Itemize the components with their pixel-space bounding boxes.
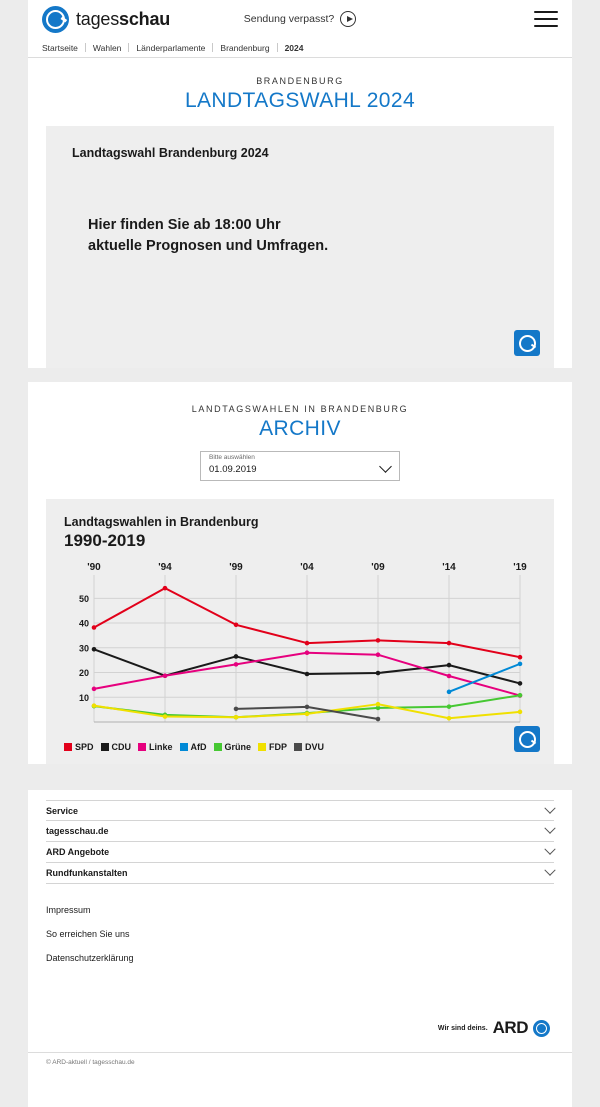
footer-link-impressum[interactable]: Impressum <box>46 905 91 916</box>
archive-chart-card <box>46 499 554 764</box>
legend-swatch-icon <box>294 743 302 751</box>
logo-word-bold: schau <box>119 8 171 29</box>
footer-accordion-service[interactable] <box>46 800 554 821</box>
site-frame <box>28 0 572 1107</box>
section-gap <box>28 368 572 382</box>
legend-item-dvu <box>294 742 324 752</box>
footer-link-list <box>46 884 554 970</box>
teaser-content <box>46 126 554 368</box>
footer-link-kontakt[interactable]: So erreichen Sie uns <box>46 929 130 940</box>
breadcrumb-item-2024[interactable]: 2024 <box>284 42 304 53</box>
footer-accordion-label: tagesschau.de <box>46 826 109 837</box>
svg-text:'99: '99 <box>229 562 243 574</box>
teaser-message-line2: aktuelle Prognosen und Umfragen. <box>88 237 329 254</box>
breadcrumb-item-brandenburg[interactable]: Brandenburg <box>220 42 270 53</box>
archive-kicker: LANDTAGSWAHLEN IN BRANDENBURG <box>191 404 409 415</box>
teaser-message <box>72 215 528 256</box>
footer-accordion-tagesschau[interactable] <box>46 821 554 842</box>
ard-branding <box>46 970 554 1052</box>
archive-title: ARCHIV <box>259 417 341 441</box>
tagesschau-badge-icon <box>514 726 540 752</box>
legend-item-afd <box>180 742 207 752</box>
chevron-down-icon[interactable] <box>544 865 555 876</box>
hamburger-menu-icon[interactable] <box>534 11 558 27</box>
logo-word-light: tages <box>76 8 120 29</box>
legend-label: DVU <box>305 742 325 753</box>
legend-label: Grüne <box>224 742 252 753</box>
svg-text:40: 40 <box>78 618 89 629</box>
page-title: LANDTAGSWAHL 2024 <box>184 89 416 112</box>
svg-text:'04: '04 <box>300 562 314 574</box>
legend-swatch-icon <box>101 743 109 751</box>
chart-legend <box>64 742 536 752</box>
missed-broadcast-label[interactable]: Sendung verpasst? <box>243 13 335 25</box>
svg-text:30: 30 <box>78 643 89 654</box>
legend-item-cdu <box>101 742 132 752</box>
breadcrumb-item-laenderparlamente[interactable]: Länderparlamente <box>136 42 206 53</box>
footer-accordion-label: Rundfunkanstalten <box>46 868 128 879</box>
legend-item-spd <box>64 742 94 752</box>
legend-label: Linke <box>149 742 173 753</box>
tagesschau-badge-icon <box>514 330 540 356</box>
site-header <box>28 0 572 38</box>
logo-wordmark <box>76 9 170 30</box>
legend-label: AfD <box>190 742 207 753</box>
election-teaser-card <box>46 126 554 368</box>
teaser-spacer <box>72 256 528 368</box>
footer-accordion-label: Service <box>46 805 79 816</box>
svg-text:'09: '09 <box>371 562 385 574</box>
teaser-message-line1: Hier finden Sie ab 18:00 Uhr <box>88 217 281 233</box>
page-title-block <box>28 58 572 126</box>
legend-swatch-icon <box>214 743 222 751</box>
footer-accordion-rundfunkanstalten[interactable] <box>46 863 554 884</box>
chevron-down-icon[interactable] <box>544 802 555 813</box>
copyright-bar <box>28 1052 572 1072</box>
legend-item-grüne <box>214 742 252 752</box>
site-footer <box>28 790 572 1052</box>
chevron-down-icon[interactable] <box>544 844 555 855</box>
footer-accordion-ard-angebote[interactable] <box>46 842 554 863</box>
ard-logo-icon <box>533 1020 550 1037</box>
tagesschau-logo[interactable] <box>42 6 170 33</box>
copyright-text: © ARD-aktuell / tagesschau.de <box>46 1059 135 1067</box>
teaser-heading: Landtagswahl Brandenburg 2024 <box>72 146 269 160</box>
chart-subtitle: 1990-2019 <box>64 531 146 551</box>
legend-swatch-icon <box>180 743 188 751</box>
archive-title-block <box>28 382 572 451</box>
legend-item-linke <box>138 742 173 752</box>
legend-label: CDU <box>111 742 132 753</box>
svg-text:10: 10 <box>78 692 89 703</box>
legend-swatch-icon <box>258 743 266 751</box>
archive-select-wrapper <box>200 451 400 481</box>
legend-item-fdp <box>258 742 287 752</box>
legend-label: FDP <box>269 742 288 753</box>
svg-text:'19: '19 <box>513 562 527 574</box>
svg-text:'14: '14 <box>442 562 456 574</box>
svg-text:20: 20 <box>78 668 89 679</box>
chart-plot-area <box>64 561 536 736</box>
svg-text:'90: '90 <box>87 562 101 574</box>
breadcrumb-item-wahlen[interactable]: Wahlen <box>92 42 122 53</box>
chart-title: Landtagswahlen in Brandenburg <box>64 515 259 530</box>
election-results-line-chart <box>64 561 534 736</box>
footer-gap <box>28 764 572 790</box>
legend-swatch-icon <box>138 743 146 751</box>
chevron-down-icon[interactable] <box>544 823 555 834</box>
legend-swatch-icon <box>64 743 72 751</box>
ard-claim: Wir sind deins. <box>437 1024 488 1032</box>
page-kicker: BRANDENBURG <box>256 76 344 86</box>
archive-date-select[interactable] <box>200 451 400 481</box>
breadcrumb <box>28 38 572 58</box>
footer-accordion-label: ARD Angebote <box>46 847 110 858</box>
archive-select-label: Bitte auswählen <box>209 454 255 462</box>
legend-label: SPD <box>75 742 94 753</box>
footer-link-datenschutz[interactable]: Datenschutzerklärung <box>46 953 134 964</box>
svg-text:50: 50 <box>78 593 89 604</box>
breadcrumb-item-startseite[interactable]: Startseite <box>42 42 78 53</box>
tagesschau-logo-icon <box>42 6 69 33</box>
archive-select-value: 01.09.2019 <box>209 463 257 475</box>
play-icon[interactable] <box>340 11 356 27</box>
ard-logo: ARD <box>492 1018 528 1038</box>
svg-text:'94: '94 <box>158 562 172 574</box>
